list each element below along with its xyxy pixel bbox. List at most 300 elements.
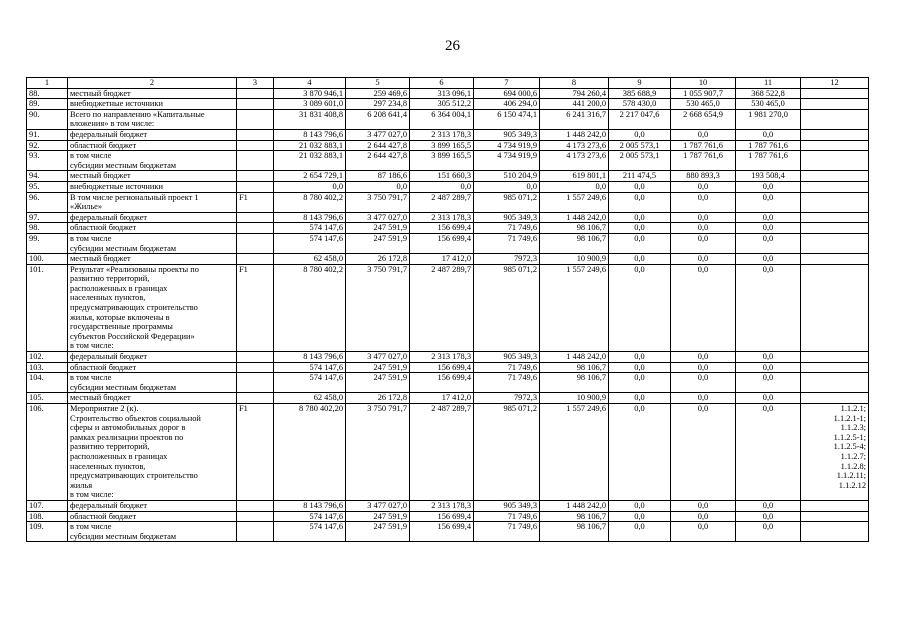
row-code bbox=[237, 352, 274, 363]
amount-cell: 0,0 bbox=[671, 264, 736, 351]
row-name-line: федеральный бюджет bbox=[70, 129, 148, 139]
row-name-line: областной бюджет bbox=[70, 511, 137, 521]
row-name bbox=[68, 99, 237, 110]
amount-cell: 17 412,0 bbox=[410, 393, 474, 404]
table-row bbox=[27, 233, 869, 253]
amount-cell: 0,0 bbox=[609, 181, 671, 192]
row-name-line: развитию территорий, bbox=[70, 442, 150, 452]
row-name bbox=[68, 223, 237, 234]
amount-cell: 0,0 bbox=[736, 404, 801, 501]
table-row bbox=[27, 99, 869, 110]
row-results bbox=[801, 212, 869, 223]
amount-cell: 1 448 242,0 bbox=[540, 352, 609, 363]
row-name bbox=[68, 88, 237, 99]
row-results bbox=[801, 223, 869, 234]
amount-cell: 0,0 bbox=[540, 181, 609, 192]
amount-cell: 0,0 bbox=[671, 404, 736, 501]
row-name-line: расположенных в границах bbox=[70, 451, 168, 461]
amount-cell: 1 981 270,0 bbox=[736, 109, 801, 129]
amount-cell: 510 204,9 bbox=[474, 171, 540, 182]
amount-cell: 98 106,7 bbox=[540, 362, 609, 373]
amount-cell: 211 474,5 bbox=[609, 171, 671, 182]
amount-cell: 0,0 bbox=[609, 373, 671, 393]
amount-cell: 406 294,0 bbox=[474, 99, 540, 110]
amount-cell: 0,0 bbox=[736, 181, 801, 192]
amount-cell: 0,0 bbox=[474, 181, 540, 192]
amount-cell: 6 241 316,7 bbox=[540, 109, 609, 129]
amount-cell: 156 699,4 bbox=[410, 373, 474, 393]
amount-cell: 31 831 408,8 bbox=[274, 109, 346, 129]
row-number: 103. bbox=[27, 362, 68, 373]
amount-cell: 6 364 004,1 bbox=[410, 109, 474, 129]
row-code: F1 bbox=[237, 404, 274, 501]
amount-cell: 8 143 796,6 bbox=[274, 212, 346, 223]
amount-cell: 3 477 027,0 bbox=[346, 352, 410, 363]
amount-cell: 530 465,0 bbox=[736, 99, 801, 110]
row-number: 93. bbox=[27, 151, 68, 171]
table-row bbox=[27, 404, 869, 501]
row-name-line: развитию территорий, bbox=[70, 274, 150, 284]
amount-cell: 0,0 bbox=[609, 393, 671, 404]
amount-cell: 0,0 bbox=[671, 362, 736, 373]
row-number: 90. bbox=[27, 109, 68, 129]
amount-cell: 368 522,8 bbox=[736, 88, 801, 99]
amount-cell: 4 734 919,9 bbox=[474, 151, 540, 171]
row-number: 99. bbox=[27, 233, 68, 253]
column-number: 5 bbox=[346, 78, 410, 89]
row-number: 92. bbox=[27, 140, 68, 151]
amount-cell: 247 591,9 bbox=[346, 233, 410, 253]
row-number: 105. bbox=[27, 393, 68, 404]
row-name-line: вложения» в том числе: bbox=[70, 119, 155, 129]
row-name bbox=[68, 181, 237, 192]
amount-cell: 0,0 bbox=[671, 511, 736, 522]
row-code bbox=[237, 223, 274, 234]
column-number: 10 bbox=[671, 78, 736, 89]
row-number: 91. bbox=[27, 129, 68, 140]
row-name bbox=[68, 129, 237, 140]
amount-cell: 1 557 249,6 bbox=[540, 192, 609, 212]
result-code: 1.1.2.7; bbox=[840, 451, 866, 461]
amount-cell: 1 448 242,0 bbox=[540, 500, 609, 511]
row-number: 95. bbox=[27, 181, 68, 192]
budget-table bbox=[26, 77, 869, 542]
amount-cell: 0,0 bbox=[736, 511, 801, 522]
result-code: 1.1.2.8; bbox=[840, 461, 866, 471]
amount-cell: 247 591,9 bbox=[346, 373, 410, 393]
row-name bbox=[68, 500, 237, 511]
amount-cell: 2 005 573,1 bbox=[609, 140, 671, 151]
row-results bbox=[801, 171, 869, 182]
amount-cell: 0,0 bbox=[736, 352, 801, 363]
row-name-line: предусматривающих строительство bbox=[70, 471, 198, 481]
amount-cell: 0,0 bbox=[671, 352, 736, 363]
amount-cell: 4 173 273,6 bbox=[540, 151, 609, 171]
row-results bbox=[801, 181, 869, 192]
row-code bbox=[237, 109, 274, 129]
amount-cell: 3 750 791,7 bbox=[346, 404, 410, 501]
column-number: 12 bbox=[801, 78, 869, 89]
amount-cell: 21 032 883,1 bbox=[274, 151, 346, 171]
row-name-line: субсидии местным бюджетам bbox=[70, 160, 177, 170]
amount-cell: 574 147,6 bbox=[274, 362, 346, 373]
amount-cell: 1 055 907,7 bbox=[671, 88, 736, 99]
row-number: 97. bbox=[27, 212, 68, 223]
column-number: 9 bbox=[609, 78, 671, 89]
row-code bbox=[237, 88, 274, 99]
row-number: 100. bbox=[27, 254, 68, 265]
amount-cell: 4 734 919,9 bbox=[474, 140, 540, 151]
row-results bbox=[801, 362, 869, 373]
amount-cell: 385 688,9 bbox=[609, 88, 671, 99]
row-name bbox=[68, 522, 237, 542]
row-name-line: областной бюджет bbox=[70, 140, 137, 150]
row-results bbox=[801, 522, 869, 542]
amount-cell: 0,0 bbox=[671, 393, 736, 404]
row-name bbox=[68, 404, 237, 501]
amount-cell: 8 780 402,2 bbox=[274, 264, 346, 351]
amount-cell: 2 005 573,1 bbox=[609, 151, 671, 171]
row-number: 106. bbox=[27, 404, 68, 501]
row-name-line: внебюджетные источники bbox=[70, 99, 163, 109]
table-row bbox=[27, 223, 869, 234]
amount-cell: 10 900,9 bbox=[540, 393, 609, 404]
amount-cell: 156 699,4 bbox=[410, 522, 474, 542]
amount-cell: 297 234,8 bbox=[346, 99, 410, 110]
amount-cell: 0,0 bbox=[671, 212, 736, 223]
row-name-line: рамках реализации проектов по bbox=[70, 432, 184, 442]
row-name bbox=[68, 171, 237, 182]
amount-cell: 0,0 bbox=[736, 522, 801, 542]
row-name bbox=[68, 393, 237, 404]
amount-cell: 156 699,4 bbox=[410, 233, 474, 253]
amount-cell: 156 699,4 bbox=[410, 362, 474, 373]
amount-cell: 0,0 bbox=[609, 511, 671, 522]
row-name-line: в том числе: bbox=[70, 341, 114, 351]
row-results bbox=[801, 404, 869, 501]
column-number: 7 bbox=[474, 78, 540, 89]
amount-cell: 21 032 883,1 bbox=[274, 140, 346, 151]
amount-cell: 0,0 bbox=[609, 254, 671, 265]
row-name-line: В том числе региональный проект 1 bbox=[70, 192, 199, 202]
amount-cell: 71 749,6 bbox=[474, 362, 540, 373]
amount-cell: 1 448 242,0 bbox=[540, 129, 609, 140]
row-code bbox=[237, 212, 274, 223]
amount-cell: 0,0 bbox=[346, 181, 410, 192]
row-code bbox=[237, 129, 274, 140]
amount-cell: 1 787 761,6 bbox=[671, 140, 736, 151]
amount-cell: 193 508,4 bbox=[736, 171, 801, 182]
row-name-line: федеральный бюджет bbox=[70, 352, 148, 362]
row-name-line: местный бюджет bbox=[70, 88, 131, 98]
amount-cell: 247 591,9 bbox=[346, 362, 410, 373]
row-name bbox=[68, 511, 237, 522]
amount-cell: 98 106,7 bbox=[540, 223, 609, 234]
row-name-line: населенных пунктов, bbox=[70, 461, 146, 471]
column-number: 6 bbox=[410, 78, 474, 89]
amount-cell: 0,0 bbox=[410, 181, 474, 192]
amount-cell: 2 668 654,9 bbox=[671, 109, 736, 129]
amount-cell: 2 313 178,3 bbox=[410, 352, 474, 363]
amount-cell: 0,0 bbox=[736, 212, 801, 223]
row-name-line: в том числе bbox=[70, 233, 112, 243]
row-code bbox=[237, 254, 274, 265]
table-row bbox=[27, 352, 869, 363]
row-name-line: государственные программы bbox=[70, 322, 173, 332]
amount-cell: 3 477 027,0 bbox=[346, 500, 410, 511]
amount-cell: 2 644 427,8 bbox=[346, 151, 410, 171]
table-row bbox=[27, 393, 869, 404]
row-code bbox=[237, 511, 274, 522]
amount-cell: 2 313 178,3 bbox=[410, 129, 474, 140]
amount-cell: 2 313 178,3 bbox=[410, 500, 474, 511]
row-name bbox=[68, 264, 237, 351]
amount-cell: 0,0 bbox=[609, 522, 671, 542]
amount-cell: 151 660,3 bbox=[410, 171, 474, 182]
amount-cell: 8 143 796,6 bbox=[274, 129, 346, 140]
result-code: 1.1.2.1; bbox=[840, 404, 866, 413]
amount-cell: 905 349,3 bbox=[474, 129, 540, 140]
amount-cell: 985 071,2 bbox=[474, 404, 540, 501]
row-number: 108. bbox=[27, 511, 68, 522]
row-name-line: в том числе bbox=[70, 151, 112, 161]
row-name bbox=[68, 212, 237, 223]
result-code: 1.1.2.1-1; bbox=[833, 413, 866, 423]
table-row bbox=[27, 522, 869, 542]
amount-cell: 574 147,6 bbox=[274, 373, 346, 393]
row-code bbox=[237, 393, 274, 404]
row-results bbox=[801, 109, 869, 129]
amount-cell: 87 186,6 bbox=[346, 171, 410, 182]
table-row bbox=[27, 151, 869, 171]
row-name-line: федеральный бюджет bbox=[70, 500, 148, 510]
amount-cell: 3 750 791,7 bbox=[346, 264, 410, 351]
amount-cell: 71 749,6 bbox=[474, 511, 540, 522]
result-code: 1.1.2.5-4; bbox=[833, 442, 866, 452]
amount-cell: 694 000,6 bbox=[474, 88, 540, 99]
amount-cell: 305 512,2 bbox=[410, 99, 474, 110]
row-name-line: в том числе bbox=[70, 522, 112, 532]
amount-cell: 2 313 178,3 bbox=[410, 212, 474, 223]
amount-cell: 985 071,2 bbox=[474, 264, 540, 351]
row-name-line: предусматривающих строительство bbox=[70, 303, 198, 313]
amount-cell: 1 557 249,6 bbox=[540, 264, 609, 351]
result-code: 1.1.2.3; bbox=[840, 423, 866, 433]
row-name bbox=[68, 362, 237, 373]
row-name bbox=[68, 373, 237, 393]
amount-cell: 3 477 027,0 bbox=[346, 129, 410, 140]
result-code: 1.1.2.12 bbox=[838, 480, 866, 490]
amount-cell: 2 654 729,1 bbox=[274, 171, 346, 182]
amount-cell: 98 106,7 bbox=[540, 522, 609, 542]
amount-cell: 98 106,7 bbox=[540, 373, 609, 393]
row-name-line: областной бюджет bbox=[70, 362, 137, 372]
row-name-line: федеральный бюджет bbox=[70, 212, 148, 222]
amount-cell: 6 208 641,4 bbox=[346, 109, 410, 129]
amount-cell: 0,0 bbox=[736, 373, 801, 393]
amount-cell: 3 477 027,0 bbox=[346, 212, 410, 223]
row-name-line: Мероприятие 2 (к). bbox=[70, 404, 139, 413]
amount-cell: 0,0 bbox=[671, 500, 736, 511]
amount-cell: 0,0 bbox=[609, 404, 671, 501]
amount-cell: 26 172,8 bbox=[346, 393, 410, 404]
row-number: 109. bbox=[27, 522, 68, 542]
table-row bbox=[27, 171, 869, 182]
row-name-line: внебюджетные источники bbox=[70, 181, 163, 191]
row-code: F1 bbox=[237, 192, 274, 212]
row-name bbox=[68, 254, 237, 265]
table-row bbox=[27, 373, 869, 393]
amount-cell: 71 749,6 bbox=[474, 522, 540, 542]
amount-cell: 905 349,3 bbox=[474, 500, 540, 511]
amount-cell: 0,0 bbox=[736, 393, 801, 404]
amount-cell: 259 469,6 bbox=[346, 88, 410, 99]
amount-cell: 0,0 bbox=[671, 192, 736, 212]
row-results bbox=[801, 352, 869, 363]
row-name-line: местный бюджет bbox=[70, 171, 131, 181]
amount-cell: 0,0 bbox=[609, 500, 671, 511]
amount-cell: 26 172,8 bbox=[346, 254, 410, 265]
amount-cell: 1 448 242,0 bbox=[540, 212, 609, 223]
row-name bbox=[68, 352, 237, 363]
column-number: 4 bbox=[274, 78, 346, 89]
amount-cell: 0,0 bbox=[736, 233, 801, 253]
row-code bbox=[237, 181, 274, 192]
amount-cell: 578 430,0 bbox=[609, 99, 671, 110]
amount-cell: 530 465,0 bbox=[671, 99, 736, 110]
amount-cell: 0,0 bbox=[274, 181, 346, 192]
row-results bbox=[801, 373, 869, 393]
amount-cell: 8 143 796,6 bbox=[274, 500, 346, 511]
row-number: 102. bbox=[27, 352, 68, 363]
amount-cell: 0,0 bbox=[609, 212, 671, 223]
row-name bbox=[68, 192, 237, 212]
row-number: 107. bbox=[27, 500, 68, 511]
amount-cell: 441 200,0 bbox=[540, 99, 609, 110]
row-number: 96. bbox=[27, 192, 68, 212]
amount-cell: 1 557 249,6 bbox=[540, 404, 609, 501]
amount-cell: 0,0 bbox=[671, 373, 736, 393]
row-name-line: сферы и автомобильных дорог в bbox=[70, 423, 186, 433]
row-code bbox=[237, 500, 274, 511]
amount-cell: 7972,3 bbox=[474, 393, 540, 404]
amount-cell: 8 143 796,6 bbox=[274, 352, 346, 363]
row-results bbox=[801, 140, 869, 151]
row-name-line: местный бюджет bbox=[70, 393, 131, 403]
amount-cell: 3 899 165,5 bbox=[410, 151, 474, 171]
amount-cell: 0,0 bbox=[609, 362, 671, 373]
amount-cell: 62 458,0 bbox=[274, 254, 346, 265]
amount-cell: 71 749,6 bbox=[474, 373, 540, 393]
row-results bbox=[801, 254, 869, 265]
column-number: 3 bbox=[237, 78, 274, 89]
amount-cell: 0,0 bbox=[736, 362, 801, 373]
amount-cell: 985 071,2 bbox=[474, 192, 540, 212]
amount-cell: 880 893,3 bbox=[671, 171, 736, 182]
row-code: F1 bbox=[237, 264, 274, 351]
column-number: 2 bbox=[68, 78, 237, 89]
table-row bbox=[27, 88, 869, 99]
row-name-line: расположенных в границах bbox=[70, 283, 168, 293]
row-code bbox=[237, 373, 274, 393]
amount-cell: 794 260,4 bbox=[540, 88, 609, 99]
amount-cell: 247 591,9 bbox=[346, 511, 410, 522]
amount-cell: 0,0 bbox=[609, 223, 671, 234]
amount-cell: 0,0 bbox=[736, 223, 801, 234]
column-number: 11 bbox=[736, 78, 801, 89]
amount-cell: 0,0 bbox=[736, 254, 801, 265]
amount-cell: 98 106,7 bbox=[540, 511, 609, 522]
row-name-line: субъектов Российской Федерации» bbox=[70, 331, 195, 341]
row-name-line: Результат «Реализованы проекты по bbox=[70, 264, 199, 274]
amount-cell: 0,0 bbox=[671, 254, 736, 265]
row-number: 104. bbox=[27, 373, 68, 393]
table-row bbox=[27, 212, 869, 223]
amount-cell: 7972,3 bbox=[474, 254, 540, 265]
amount-cell: 3 899 165,5 bbox=[410, 140, 474, 151]
row-name-line: субсидии местным бюджетам bbox=[70, 243, 177, 253]
amount-cell: 574 147,6 bbox=[274, 511, 346, 522]
amount-cell: 247 591,9 bbox=[346, 522, 410, 542]
amount-cell: 1 787 761,6 bbox=[736, 151, 801, 171]
amount-cell: 98 106,7 bbox=[540, 233, 609, 253]
table-row bbox=[27, 129, 869, 140]
page-number: 26 bbox=[445, 38, 460, 54]
row-code bbox=[237, 99, 274, 110]
table-row bbox=[27, 511, 869, 522]
amount-cell: 6 150 474,1 bbox=[474, 109, 540, 129]
row-number: 101. bbox=[27, 264, 68, 351]
amount-cell: 0,0 bbox=[671, 223, 736, 234]
row-name bbox=[68, 233, 237, 253]
amount-cell: 0,0 bbox=[609, 352, 671, 363]
amount-cell: 10 900,9 bbox=[540, 254, 609, 265]
amount-cell: 0,0 bbox=[671, 129, 736, 140]
row-number: 89. bbox=[27, 99, 68, 110]
amount-cell: 313 096,1 bbox=[410, 88, 474, 99]
row-results bbox=[801, 99, 869, 110]
table-row bbox=[27, 181, 869, 192]
amount-cell: 0,0 bbox=[609, 129, 671, 140]
row-name-line: населенных пунктов, bbox=[70, 293, 146, 303]
amount-cell: 0,0 bbox=[736, 264, 801, 351]
amount-cell: 0,0 bbox=[671, 522, 736, 542]
row-code bbox=[237, 522, 274, 542]
result-code: 1.1.2.5-1; bbox=[833, 432, 866, 442]
row-name-line: жилья bbox=[70, 480, 93, 490]
row-name-line: субсидии местным бюджетам bbox=[70, 382, 177, 392]
row-name bbox=[68, 140, 237, 151]
row-name-line: субсидии местным бюджетам bbox=[70, 531, 177, 541]
amount-cell: 3 089 601,0 bbox=[274, 99, 346, 110]
row-code bbox=[237, 140, 274, 151]
row-code bbox=[237, 362, 274, 373]
amount-cell: 1 787 761,6 bbox=[736, 140, 801, 151]
amount-cell: 0,0 bbox=[736, 129, 801, 140]
table-row bbox=[27, 140, 869, 151]
amount-cell: 62 458,0 bbox=[274, 393, 346, 404]
row-results bbox=[801, 192, 869, 212]
amount-cell: 8 780 402,2 bbox=[274, 192, 346, 212]
amount-cell: 71 749,6 bbox=[474, 233, 540, 253]
row-name-line: областной бюджет bbox=[70, 223, 137, 233]
row-name bbox=[68, 109, 237, 129]
row-results bbox=[801, 500, 869, 511]
amount-cell: 156 699,4 bbox=[410, 511, 474, 522]
row-number: 94. bbox=[27, 171, 68, 182]
row-results bbox=[801, 233, 869, 253]
amount-cell: 574 147,6 bbox=[274, 233, 346, 253]
